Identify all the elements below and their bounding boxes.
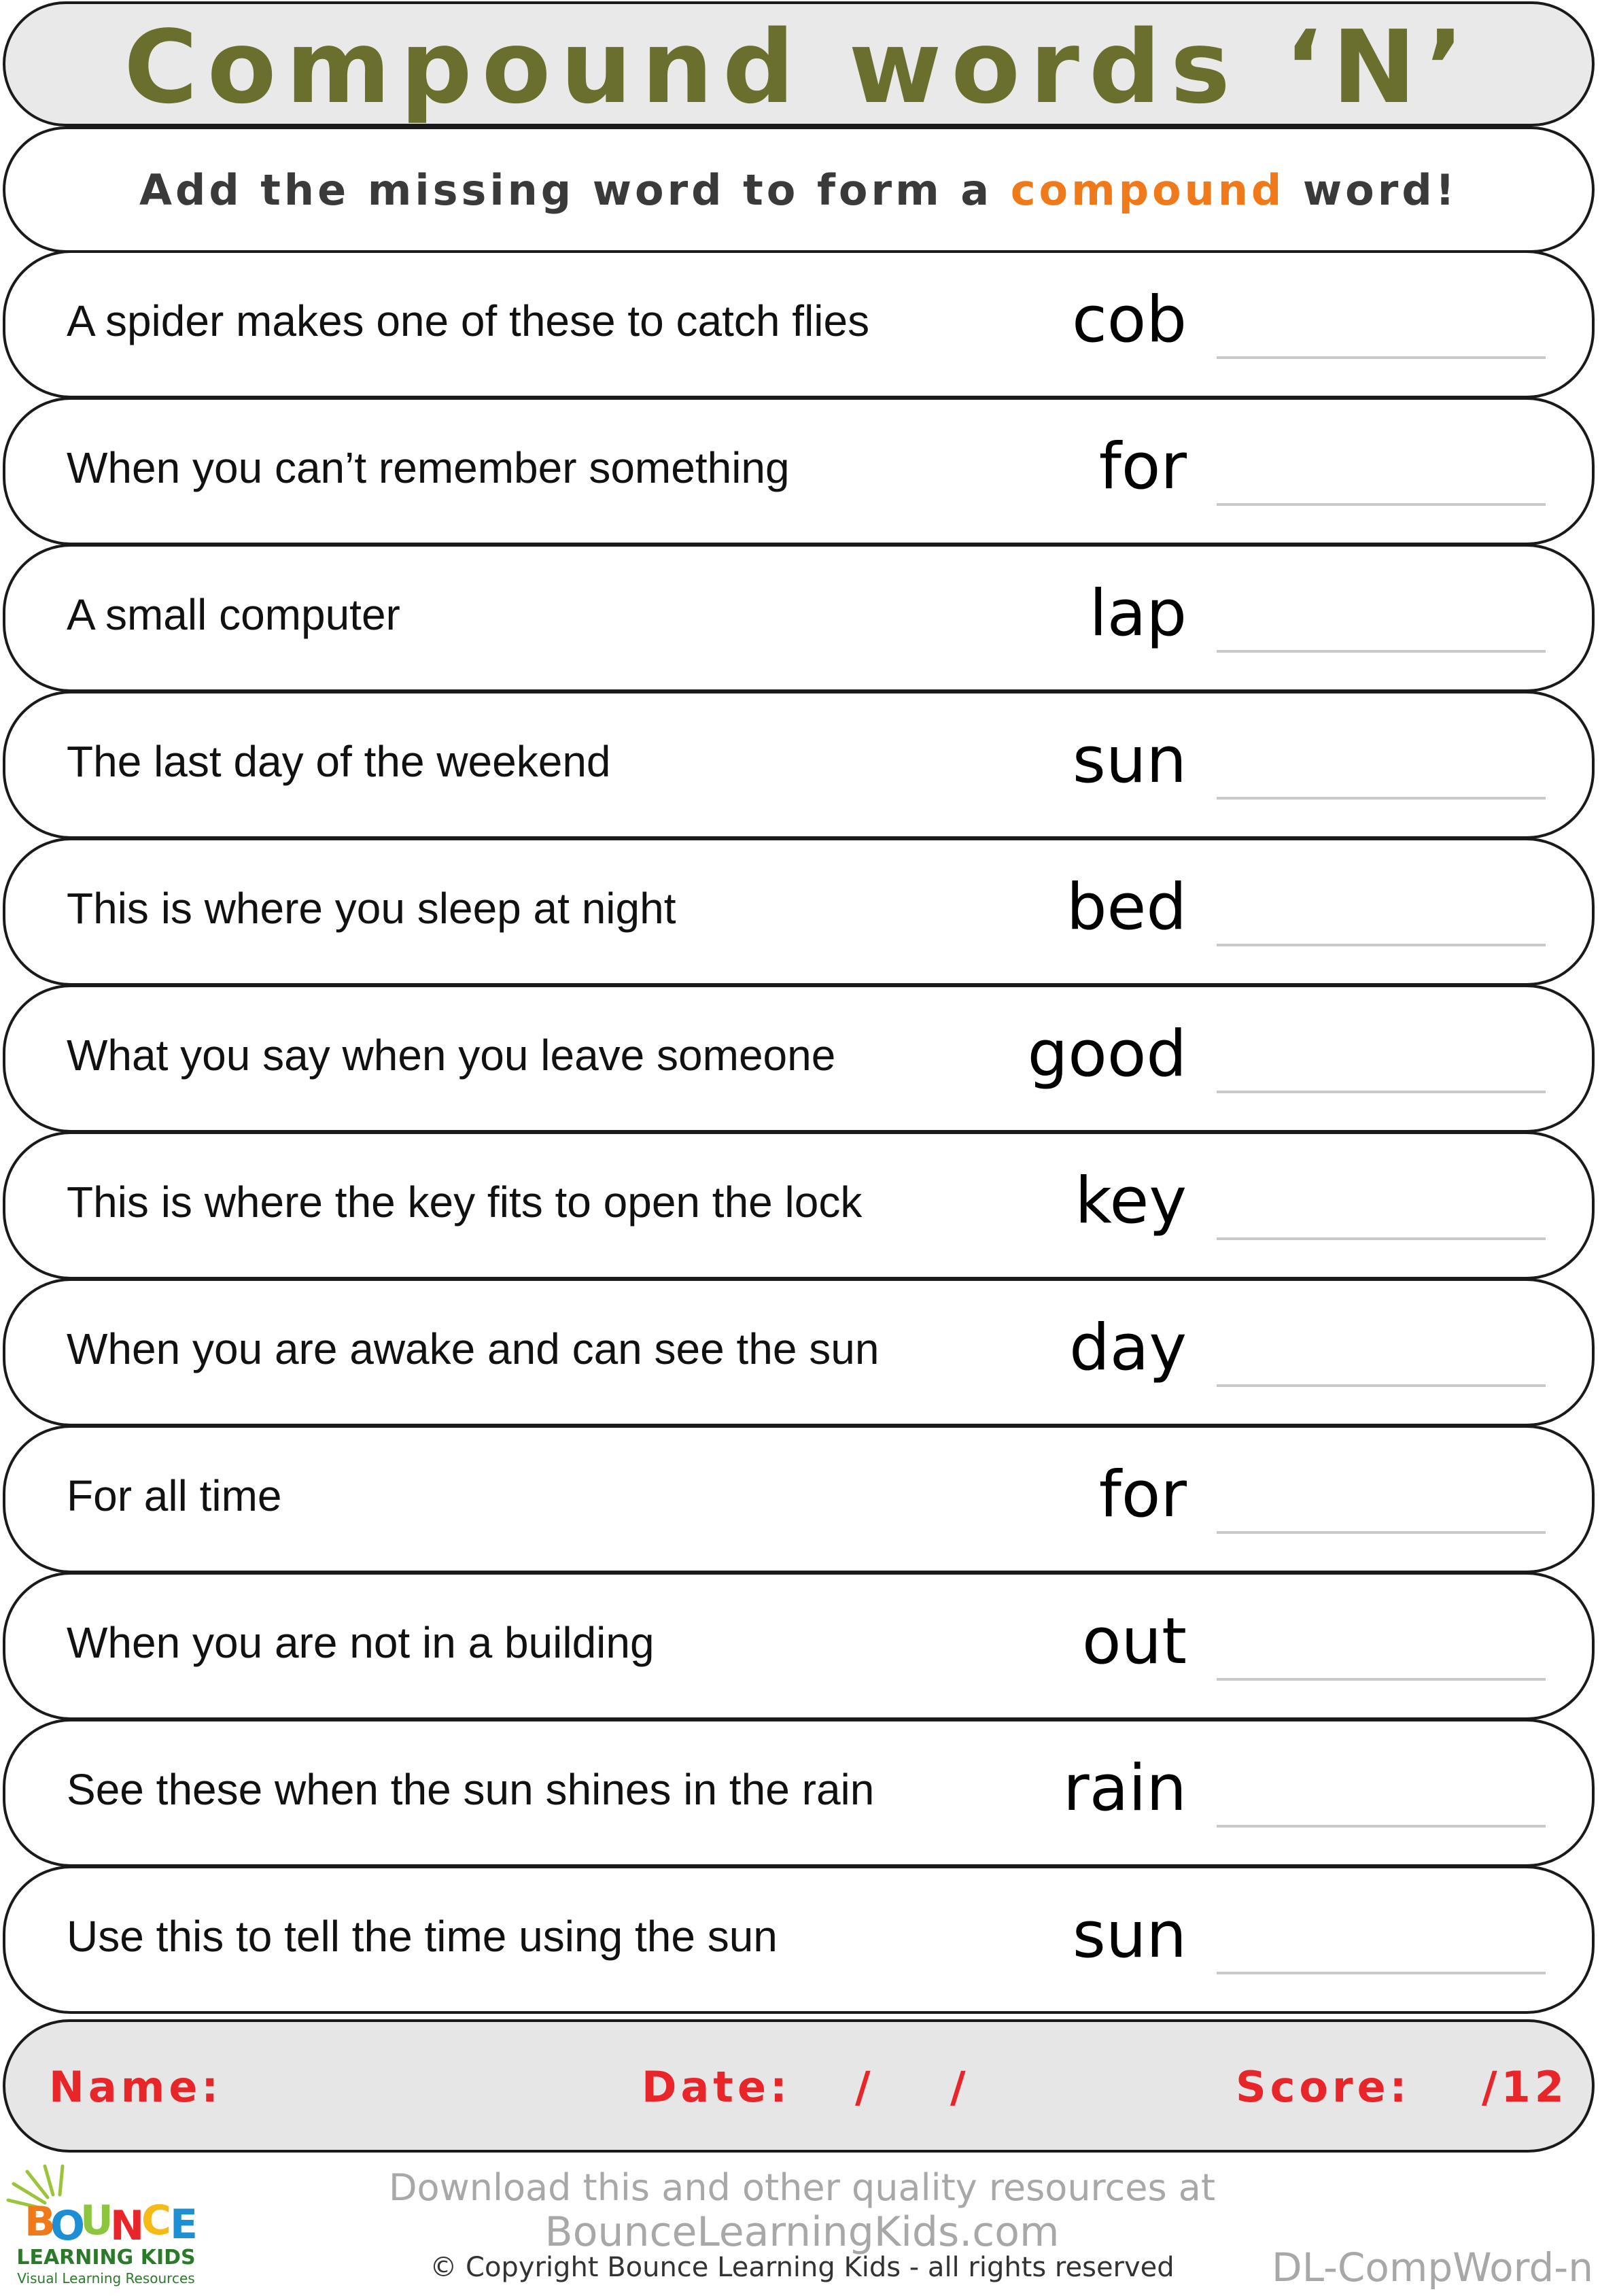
question-row: [3, 1425, 1595, 1573]
question-row: [3, 691, 1595, 839]
question-row: [3, 397, 1595, 545]
answer-blank[interactable]: [1217, 1972, 1546, 1974]
answer-blank[interactable]: [1217, 650, 1546, 653]
name-label: Name:: [49, 2062, 223, 2112]
svg-text:O: O: [50, 2202, 86, 2250]
instruction-highlight: compound: [1010, 165, 1285, 215]
question-row: [3, 1719, 1595, 1867]
instruction-banner: [3, 126, 1595, 253]
answer-blank[interactable]: [1217, 1091, 1546, 1093]
website-link[interactable]: BounceLearningKids.com: [544, 2208, 1060, 2256]
first-word: day: [1069, 1311, 1187, 1385]
clue-text: When you are awake and can see the sun: [67, 1324, 880, 1373]
question-row: [3, 1278, 1595, 1426]
date-label: Date:: [642, 2062, 791, 2112]
first-word: rain: [1063, 1751, 1187, 1826]
first-word: for: [1098, 1458, 1187, 1532]
svg-text:U: U: [80, 2197, 114, 2244]
question-row: [3, 1131, 1595, 1280]
first-word: sun: [1072, 723, 1187, 798]
question-row: [3, 1572, 1595, 1720]
page-title: Compound words ‘N’: [124, 9, 1474, 126]
first-word: cob: [1072, 283, 1187, 357]
logo-learning-kids: LEARNING KIDS: [16, 2246, 196, 2269]
answer-blank[interactable]: [1217, 1825, 1546, 1828]
clue-text: Use this to tell the time using the sun: [67, 1912, 778, 1961]
first-word: sun: [1072, 1898, 1187, 1972]
question-row: [3, 984, 1595, 1133]
clue-text: What you say when you leave someone: [67, 1031, 836, 1080]
logo-tagline: Visual Learning Resources: [17, 2270, 195, 2286]
copyright-notice: © Copyright Bounce Learning Kids - all rights reserved: [430, 2252, 1175, 2283]
title-banner: [3, 1, 1595, 126]
first-word: for: [1098, 430, 1187, 504]
instruction-text: [5, 166, 1592, 215]
first-word: out: [1082, 1605, 1187, 1679]
question-row: [3, 250, 1595, 398]
answer-blank[interactable]: [1217, 503, 1546, 506]
answer-blank[interactable]: [1217, 1237, 1546, 1240]
svg-text:C: C: [141, 2197, 172, 2244]
question-row: [3, 838, 1595, 986]
score-label: Score:: [1236, 2062, 1411, 2112]
answer-blank[interactable]: [1217, 356, 1546, 359]
clue-text: A spider makes one of these to catch flies: [67, 296, 870, 345]
footer-banner: [3, 2019, 1595, 2153]
clue-text: See these when the sun shines in the rain: [67, 1765, 875, 1814]
first-word: good: [1027, 1017, 1187, 1091]
first-word: bed: [1066, 870, 1187, 944]
svg-text:B: B: [24, 2198, 56, 2246]
first-word: lap: [1089, 577, 1187, 651]
date-slash: /: [950, 2062, 970, 2112]
date-slash: /: [855, 2062, 875, 2112]
clue-text: A small computer: [67, 590, 400, 639]
download-note: Download this and other quality resources at: [388, 2166, 1216, 2209]
answer-blank[interactable]: [1217, 1384, 1546, 1387]
logo-bounce-letters: [24, 2197, 198, 2250]
question-row: [3, 1866, 1595, 2014]
clue-text: When you can’t remember something: [67, 443, 790, 492]
clue-text: For all time: [67, 1471, 282, 1520]
clue-text: This is where you sleep at night: [67, 884, 676, 933]
answer-blank[interactable]: [1217, 1531, 1546, 1534]
question-row: [3, 544, 1595, 692]
instruction-before: Add the missing word to form a: [139, 165, 1011, 215]
bounce-learning-kids-logo: [4, 2163, 208, 2293]
first-word: key: [1075, 1164, 1187, 1238]
svg-text:N: N: [110, 2202, 145, 2250]
clue-text: When you are not in a building: [67, 1618, 655, 1667]
answer-blank[interactable]: [1217, 797, 1546, 800]
clue-text: The last day of the weekend: [67, 737, 611, 786]
answer-blank[interactable]: [1217, 1678, 1546, 1681]
answer-blank[interactable]: [1217, 944, 1546, 946]
svg-text:E: E: [170, 2201, 198, 2248]
clue-text: This is where the key fits to open the lock: [67, 1178, 863, 1227]
document-code: DL-CompWord-n: [1272, 2244, 1593, 2291]
instruction-after: word!: [1285, 165, 1459, 215]
score-total: /12: [1482, 2062, 1568, 2112]
